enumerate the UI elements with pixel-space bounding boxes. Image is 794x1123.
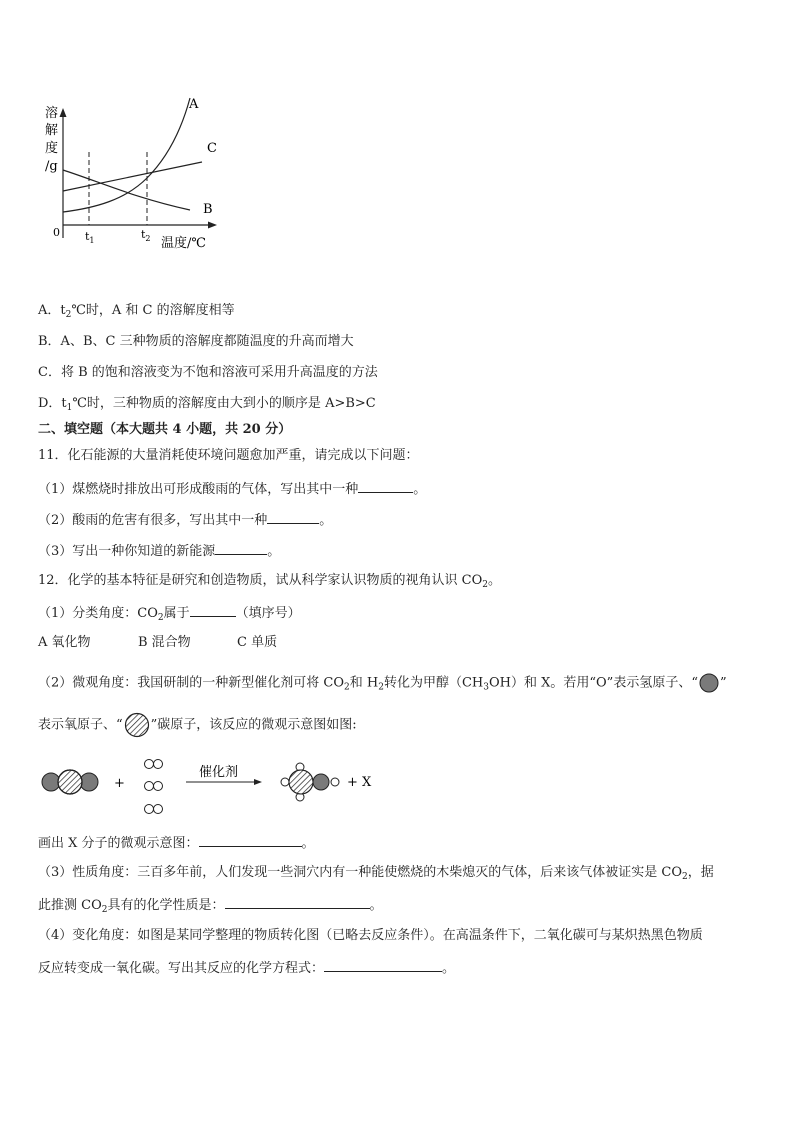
q12-part3-blank[interactable] [225, 896, 370, 909]
q12-part2-line2: 表示氧原子、“ ”碳原子，该反应的微观示意图如图: [38, 712, 357, 738]
y-label-2: 解 [45, 123, 59, 138]
catalyst-label: 催化剂 [199, 765, 239, 780]
x-axis-label: 温度/℃ [161, 236, 206, 251]
plus-x: + X [347, 775, 372, 790]
curve-a-label: A [189, 97, 199, 112]
curve-b [63, 170, 190, 210]
curve-c [63, 162, 202, 191]
x-axis-arrow [208, 222, 217, 229]
t2-label: $t_2$ [141, 228, 151, 243]
co2-molecule [42, 770, 98, 794]
oxygen-atom-icon [698, 672, 720, 694]
option-c: C．将 B 的饱和溶液变为不饱和溶液可采用升高温度的方法 [38, 365, 378, 380]
q12-part4-blank[interactable] [324, 959, 442, 972]
choice-c: C 单质 [237, 635, 278, 650]
q11-part3: （3）写出一种你知道的新能源 。 [38, 544, 281, 559]
option-b: B．A、B、C 三种物质的溶解度都随温度的升高而增大 [38, 334, 354, 349]
q12-part1: （1）分类角度：$CO_2$属于 （填序号） [38, 606, 301, 623]
curve-a [63, 98, 190, 212]
y-label-3: 度 [45, 141, 59, 156]
curve-c-label: C [207, 141, 217, 156]
y-axis-arrow [60, 108, 67, 117]
q12-part1-blank[interactable] [190, 604, 236, 617]
section-heading: 二、填空题（本大题共 4 小题，共 20 分） [38, 422, 292, 437]
curve-b-label: B [203, 202, 213, 217]
carbon-atom-icon [123, 712, 151, 738]
origin-label: 0 [53, 226, 60, 239]
q12-part3-line1: （3）性质角度：三百多年前，人们发现一些洞穴内有一种能使燃烧的木柴熄灭的气体，后来该气体被证实是 $CO_2$，据 [38, 865, 714, 882]
q11-part1-blank[interactable] [358, 480, 413, 493]
q11-stem: 11．化石能源的大量消耗使环境问题愈加严重，请完成以下问题： [38, 448, 419, 463]
q11-part1: （1）煤燃烧时排放出可形成酸雨的气体，写出其中一种 。 [38, 482, 427, 497]
option-a: A．$t_2℃$时，A 和 C 的溶解度相等 [38, 303, 235, 320]
q12-stem: 12．化学的基本特征是研究和创造物质，试从科学家认识物质的视角认识 $CO_2$。 [38, 573, 502, 590]
t1-label: $t_1$ [85, 230, 95, 245]
reaction-diagram [38, 752, 398, 822]
q11-part3-blank[interactable] [215, 542, 267, 555]
q12-draw-x-blank[interactable] [199, 834, 302, 847]
q12-choices [38, 635, 278, 651]
q11-part2-blank[interactable] [267, 511, 319, 524]
option-d: D．$t_1℃$时，三种物质的溶解度由大到小的顺序是 A>B>C [38, 396, 376, 413]
plus-sign: + [114, 776, 125, 791]
choice-b: B 混合物 [138, 635, 191, 650]
y-label-4: /g [45, 159, 58, 174]
reaction-arrowhead [254, 779, 262, 785]
methanol-molecule [281, 763, 339, 801]
solubility-graph [40, 90, 280, 260]
choice-a: A 氧化物 [38, 635, 91, 650]
q12-part3-line2: 此推测 $CO_2$具有的化学性质是： 。 [38, 898, 383, 915]
q11-part2: （2）酸雨的危害有很多，写出其中一种 。 [38, 513, 333, 528]
q12-draw-x: 画出 X 分子的微观示意图： 。 [38, 836, 315, 851]
h2-molecules [145, 760, 163, 814]
q12-part4-line2: 反应转变成一氧化碳。写出其反应的化学方程式： 。 [38, 961, 456, 976]
y-label-1: 溶 [45, 106, 59, 121]
q12-part4-line1: （4）变化角度：如图是某同学整理的物质转化图（已略去反应条件）。在高温条件下，二氧化碳可与某炽热黑色物质 [38, 928, 703, 943]
q12-part2-line1: （2）微观角度：我国研制的一种新型催化剂可将 $CO_2$和 $H_2$转化为甲醇$(CH_3OH)$和 X。若用“O”表示氢原子、“ ” [38, 672, 727, 694]
